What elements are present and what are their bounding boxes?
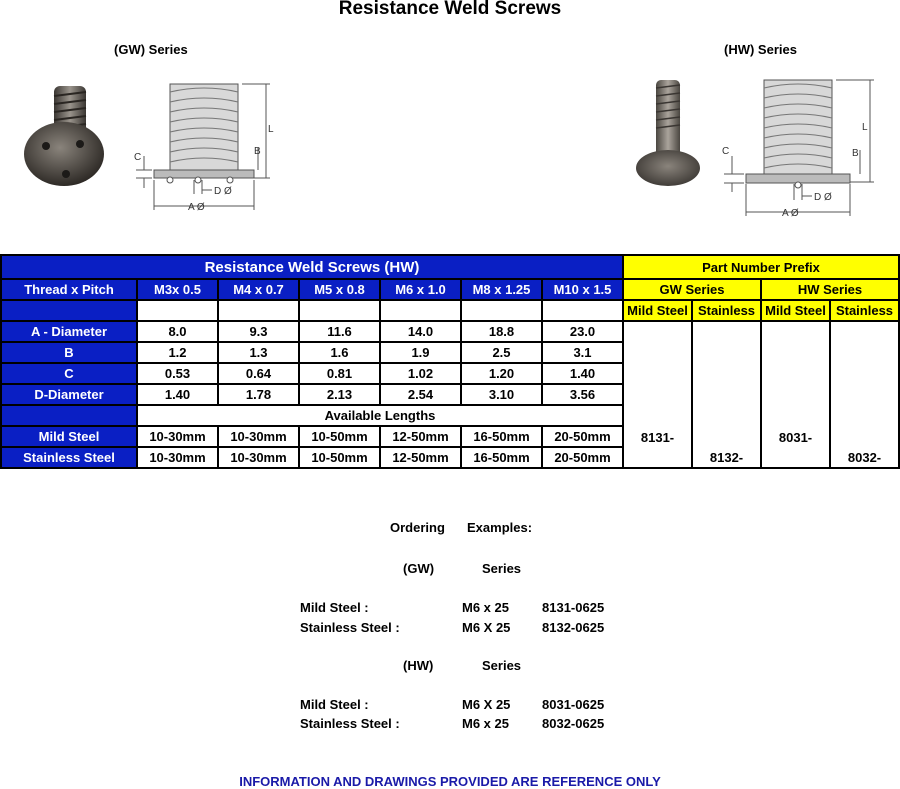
table-cell: 3.10	[461, 384, 542, 405]
table-cell: 3.56	[542, 384, 623, 405]
blank-cell	[542, 300, 623, 321]
ordering-heading-right: Examples:	[467, 520, 533, 535]
table-cell: 1.6	[299, 342, 380, 363]
hw-label-c: C	[722, 146, 730, 157]
table-cell: 10-30mm	[137, 426, 218, 447]
hw-label-d: D Ø	[814, 192, 832, 203]
gw-label-c: C	[134, 152, 142, 163]
disclaimer-footer: INFORMATION AND DRAWINGS PROVIDED ARE REFERENCE ONLY	[239, 774, 661, 789]
blank-cell	[380, 300, 461, 321]
hw-label-l: L	[862, 122, 868, 133]
gw-screw-photo	[22, 84, 132, 189]
gw-dimension-drawing	[130, 78, 280, 218]
table-cell: 14.0	[380, 321, 461, 342]
sub-col-header: Mild Steel	[623, 300, 692, 321]
hw-series-word: Series	[482, 658, 522, 673]
hw-tag: (HW)	[403, 658, 434, 673]
prefix-gw-stainless: 8132-	[692, 321, 761, 468]
table-cell: 16-50mm	[461, 447, 542, 468]
gw-example-size: M6 x 25	[462, 600, 509, 615]
thread-header: M10 x 1.5	[542, 279, 623, 300]
hw-example-material: Mild Steel :	[300, 697, 369, 712]
hw-dimension-drawing	[718, 72, 882, 222]
table-cell: 1.3	[218, 342, 299, 363]
hw-label-a: A Ø	[782, 208, 799, 219]
table-cell: 8.0	[137, 321, 218, 342]
hw-example-material: Stainless Steel :	[300, 716, 400, 731]
gw-series-label: (GW) Series	[114, 42, 188, 57]
table-cell: 1.20	[461, 363, 542, 384]
table-cell: 3.1	[542, 342, 623, 363]
blank-cell	[218, 300, 299, 321]
table-cell: 10-50mm	[299, 447, 380, 468]
blank-cell	[1, 300, 137, 321]
prefix-hw-mild: 8031-	[761, 321, 830, 468]
hw-example-part: 8031-0625	[542, 697, 605, 712]
hw-example-size: M6 x 25	[462, 716, 509, 731]
row-label: Mild Steel	[1, 426, 137, 447]
row-label: B	[1, 342, 137, 363]
gw-example-material: Mild Steel :	[300, 600, 369, 615]
blank-cell	[137, 300, 218, 321]
table-cell: 9.3	[218, 321, 299, 342]
hw-example-size: M6 X 25	[462, 697, 511, 712]
gw-example-size: M6 X 25	[462, 620, 511, 635]
gw-label-b: B	[254, 146, 261, 157]
blank-cell	[299, 300, 380, 321]
gw-label-l: L	[268, 124, 274, 135]
thread-header: M4 x 0.7	[218, 279, 299, 300]
hw-series-label: (HW) Series	[724, 42, 797, 57]
gw-example-material: Stainless Steel :	[300, 620, 400, 635]
gw-label-d: D Ø	[214, 186, 232, 197]
row-label: D-Diameter	[1, 384, 137, 405]
sub-col-header: Mild Steel	[761, 300, 830, 321]
blank-cell	[461, 300, 542, 321]
table-cell: 20-50mm	[542, 426, 623, 447]
table-cell: 1.9	[380, 342, 461, 363]
hw-label-b: B	[852, 148, 859, 159]
table-cell: 2.5	[461, 342, 542, 363]
table-cell: 10-50mm	[299, 426, 380, 447]
table-cell: 10-30mm	[218, 426, 299, 447]
table-cell: 1.02	[380, 363, 461, 384]
gw-label-a: A Ø	[188, 202, 205, 213]
table-cell: 1.40	[137, 384, 218, 405]
available-lengths-header: Available Lengths	[137, 405, 623, 426]
table-cell: 18.8	[461, 321, 542, 342]
prefix-hw-stainless: 8032-	[830, 321, 899, 468]
row-label: A - Diameter	[1, 321, 137, 342]
spec-table	[0, 254, 900, 469]
table-cell: 1.40	[542, 363, 623, 384]
row-label: Stainless Steel	[1, 447, 137, 468]
table-cell: 10-30mm	[218, 447, 299, 468]
gw-series-header: GW Series	[623, 279, 761, 300]
gw-example-part: 8132-0625	[542, 620, 605, 635]
thread-pitch-label: Thread x Pitch	[1, 279, 137, 300]
table-cell: 12-50mm	[380, 447, 461, 468]
page-title: Resistance Weld Screws	[338, 0, 562, 19]
table-cell: 0.53	[137, 363, 218, 384]
thread-header: M6 x 1.0	[380, 279, 461, 300]
thread-header: M8 x 1.25	[461, 279, 542, 300]
table-cell: 2.13	[299, 384, 380, 405]
prefix-gw-mild: 8131-	[623, 321, 692, 468]
thread-header: M3x 0.5	[137, 279, 218, 300]
thread-header: M5 x 0.8	[299, 279, 380, 300]
sub-col-header: Stainless	[830, 300, 899, 321]
table-main-header: Resistance Weld Screws (HW)	[1, 255, 623, 279]
blank-cell	[1, 405, 137, 426]
gw-tag: (GW)	[403, 561, 435, 576]
table-cell: 0.81	[299, 363, 380, 384]
sub-col-header: Stainless	[692, 300, 761, 321]
table-cell: 20-50mm	[542, 447, 623, 468]
table-cell: 10-30mm	[137, 447, 218, 468]
table-cell: 1.78	[218, 384, 299, 405]
table-cell: 0.64	[218, 363, 299, 384]
prefix-header: Part Number Prefix	[623, 255, 899, 279]
hw-example-part: 8032-0625	[542, 716, 605, 731]
table-cell: 16-50mm	[461, 426, 542, 447]
gw-series-word: Series	[482, 561, 522, 576]
hw-series-header: HW Series	[761, 279, 899, 300]
ordering-heading-left: Ordering	[390, 520, 445, 535]
table-cell: 11.6	[299, 321, 380, 342]
table-cell: 23.0	[542, 321, 623, 342]
table-cell: 12-50mm	[380, 426, 461, 447]
table-cell: 2.54	[380, 384, 461, 405]
gw-example-part: 8131-0625	[542, 600, 605, 615]
row-label: C	[1, 363, 137, 384]
table-cell: 1.2	[137, 342, 218, 363]
